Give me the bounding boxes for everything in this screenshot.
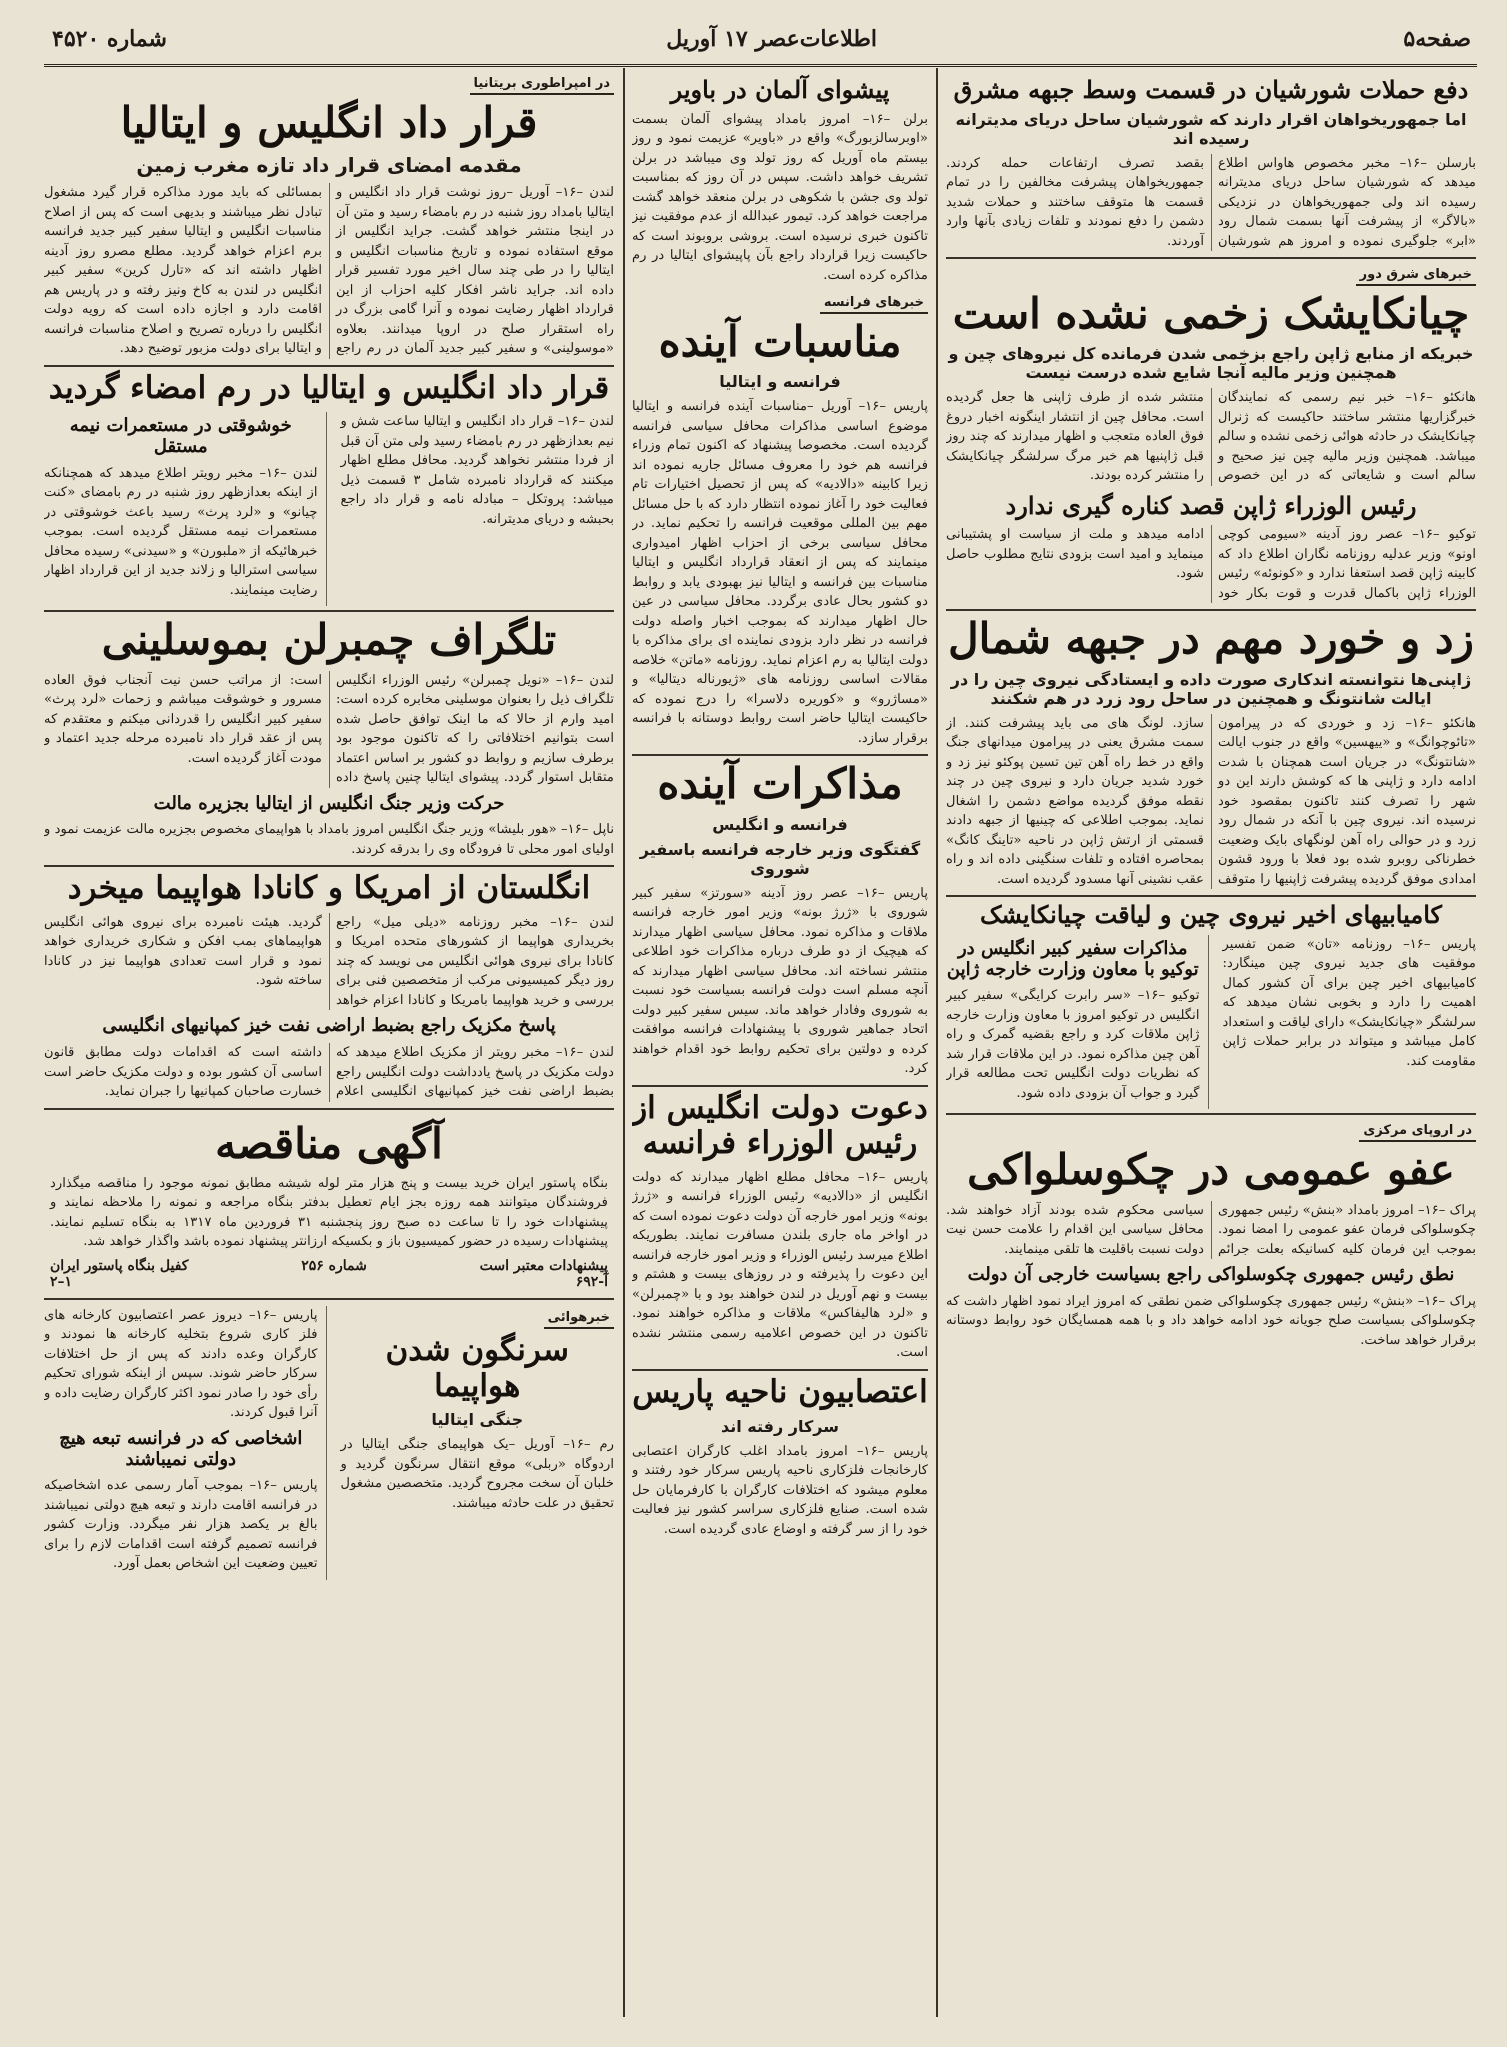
headline: زد و خورد مهم در جبهه شمال bbox=[948, 614, 1474, 664]
article bbox=[946, 935, 1209, 1109]
article-body: پاریس –۱۶– امروز بامداد اغلب کارگران اعتصابی کارخانجات فلزکاری ناحیه پاریس سرکار خود رفتند و معلوم میشود که اختلافات کارگران با کارفرمایان حل شده است. صنایع فلزکاری سراسر کشور نیز فعالیت خود را از سر گرفته و اوضاع عادی گردیده است. bbox=[632, 1443, 928, 1537]
article bbox=[946, 492, 1476, 604]
article bbox=[946, 76, 1476, 251]
divider bbox=[946, 609, 1476, 611]
subheadline: اما جمهوریخواهان اقرار دارند که شورشیان ساحل دریای مدیترانه رسیده اند bbox=[955, 109, 1467, 148]
article-body: توکیو –۱۶– عصر روز آدینه «سیومی کوچی اونو» وزیر عدلیه روزنامه نگاران اطلاع داد که کابینه ژاپن قصد استعفا ندارد و «کونوئه» رئیس الوزراء ژاپن باکمال قدرت و قوت بکار خود ادامه میدهد و ملت از سیاست او پشتیبانی مینماید و امید است بزودی نتایج مطلوب حاصل شود. bbox=[946, 527, 1476, 601]
article-body: برلن –۱۶– امروز بامداد پیشوای آلمان بسمت «اوبرسالزبورگ» واقع در «باویر» عزیمت نمود و روز بیستم ماه آوریل که روز تولد وی میباشد در برلن تشریف خواهد داشت. سپس در آن روز که بمناسبت تولد وی جشن با شکوهی در برلن منعقد خواهد گشت مراجعت خواهد کرد. تیمور عبدالله از عدم موفقیت نیز تاکنون خبری نرسیده است. بروشی بروبوند است که حاکیست زیرا قرارداد راجع بآن پاپیشوای ایتالیا در رم مذاکره کرده است. bbox=[632, 111, 928, 283]
article bbox=[632, 76, 928, 285]
subheadline: مقدمه امضای قرار داد تازه مغرب زمین bbox=[136, 153, 522, 178]
article-body: لندن –۱۶– مخبر روزنامه «دیلی میل» راجع بخریداری هواپیما از کشورهای متحده امریکا و کانادا برای نیروی هوائی انگلیس می نویسد که چند روز دیگر کمیسیونی مرکب از متخصصین فنی برای بررسی و خرید هواپیما بامریکا و کانادا اعزام خواهد گردید. هیئت نامبرده برای نیروی هوائی انگلیس هواپیماهای بمب افکن و شکاری خریداری خواهد نمود و قرار است تعدادی هواپیما نیز در کانادا ساخته شود. bbox=[44, 914, 614, 1008]
ad-body: بنگاه پاستور ایران خرید بیست و پنج هزار متر لوله شیشه مطابق نمونه موجود را مناقصه میگذارد فروشندگان میتوانند همه روزه بجز ایام تعطیل بدفتر بنگاه مراجعه و نمونه را ملاحظه نمایند و پیشنهادات خود را تا ساعت ده صبح روز پنجشنبه ۳۱ فروردین ماه ۱۳۱۷ به بنگاه تسلیم نمایند. پیشنهادات رسیده در حضور کمیسیون باز و بکسیکه ارزانتر پیشنهاد نموده باشد واگذار خواهد شد. bbox=[50, 1175, 608, 1250]
article-body: هانکئو –۱۶– خبر نیم رسمی که نمایندگان خبرگزاریها منتشر ساختند حاکیست که ژنرال چیانکایشک در حادثه هوائی زخمی نشده و سالم میباشد. همچنین وزیر مالیه چین نیز صحیح و سالم است و شایعاتی که در این خصوص منتشر شده از طرف ژاپنی ها جعل گردیده است. محافل چین از انتشار اینگونه اخبار دروغ فوق العاده متعجب و اظهار میدارند که چند روز قبل ژاپنیها هم خبر مرگ سرلشگر چیانکایشک را منتشر کرده بودند. bbox=[946, 390, 1476, 484]
section-label: خبرهوائی bbox=[544, 1310, 614, 1329]
headline: عفو عمومی در چکوسلواکی bbox=[967, 1145, 1455, 1195]
article-body: پاریس –۱۶– آوریل –مناسبات آینده فرانسه و ایتالیا موضوع اساسی مذاکرات محافل سیاسی فرانسه گردیده است. مخصوصا پیشنهاد که اکنون تمام وزراء فرانسه هم خود را معروف مسائل جاریه نموده اند زیرا کابینه «دالادیه» که پس از تحصیل اختیارات تام فعالیت خود را آغاز نموده انتظار دارد که با حل مسائل مهم بین المللی موقعیت فرانسه را تحکیم نماید. در محافل سیاسی برخی از احزاب اظهار امیدواری مینمایند که پس از انعقاد قرارداد انگلیس و ایتالیا مناسبات بین فرانسه و ایتالیا نیز بهبودی یابد و روابط دو کشور بحال عادی برگردد. محافل سیاسی در عین حال اظهار میدارند که بموجب اخبار واصله دولت فرانسه در نظر دارد بزودی نماینده ای برای مذاکره با دولت ایتالیا به رم اعزام نماید. روزنامه «ماتن» خلاصه مقالات اساسی روزنامه های «ژیورناله دیتالیا» و «مساژرو» و «کوریره دلاسرا» را درج نموده که حاکیست ایتالیا حاضر است روابط دوستانه با فرانسه برقرار سازد. bbox=[632, 399, 928, 746]
headline: چیانکایشک زخمی نشده است bbox=[952, 289, 1470, 339]
ad-number: شماره ۲۵۶ bbox=[301, 1257, 367, 1274]
headline: مذاکرات سفیر کبیر انگلیس در توکیو با معاون وزارت خارجه ژاپن bbox=[946, 937, 1199, 980]
ad-signature: کفیل بنگاه پاستور ایران bbox=[50, 1257, 189, 1274]
article-body: پاریس –۱۶– روزنامه «تان» ضمن تفسیر موفقیت های جدید نیروی چین مینگارد: کامیابیهای اخیر چین برای آن کشور کمال اهمیت را دارد و بخوبی نشان میدهد که سرلشگر «چیانکایشک» دارای لیاقت و استعداد کامل میباشد و میتواند در برابر حملات ژاپن مقاومت کند. bbox=[1222, 936, 1476, 1069]
headline: کامیابیهای اخیر نیروی چین و لیاقت چیانکایشک bbox=[980, 900, 1442, 930]
divider bbox=[44, 365, 614, 367]
article bbox=[946, 1119, 1476, 1350]
section-label: خبرهای شرق دور bbox=[1356, 267, 1476, 286]
article bbox=[44, 871, 614, 1010]
divider bbox=[44, 610, 614, 612]
headline: قرار داد انگلیس و ایتالیا bbox=[120, 98, 538, 147]
article bbox=[632, 291, 928, 748]
article-body: لندن –۱۶– آوریل –روز نوشت قرار داد انگلیس و ایتالیا بامداد روز شنبه در رم بامضاء رسید و متن آن در اینجا منتشر خواهد گشت. جراید انگلیس از موقع استفاده نموده و تاریخ مناسبات انگلیس و ایتالیا را در طی چند سال اخیر مورد تفسیر قرار داده اند. جراید ناشر افکار کلیه احزاب از این قرارداد اظهار رضایت نموده و آنرا گامی بزرگ در راه استقرار صلح در اروپا میدانند. بعلاوه «موسولینی» و سفیر کبیر جدید آلمان در رم راجع بمسائلی که باید مورد مذاکره قرار گیرد مشغول تبادل نظر میباشند و بدیهی است که پس از اصلاح مناسبات انگلیس و ایتالیا سفیر کبیر جدید فرانسه برم اعزام خواهد گردید. مطلع مصرو روز آدینه اظهار داشته اند که «تارل کرین» سفیر کبیر انگلیس در لندن به کاخ ونیز رفته و در پاریس هم اقامت دارد و اجازه داده است که رویه دولت انگلیس را درباره تصریح و اصلاح مناسبات فرانسه و ایتالیا برای دولت مزبور توضیح دهد. bbox=[44, 185, 614, 357]
subheadline: فرانسه و ایتالیا bbox=[719, 372, 841, 392]
headline: نطق رئیس جمهوری چکوسلواکی راجع بسیاست خارجی آن دولت bbox=[967, 1264, 1455, 1286]
column-divider bbox=[623, 68, 625, 2017]
headline: دفع حملات شورشیان در قسمت وسط جبهه مشرق bbox=[953, 75, 1469, 104]
subheadline: سرکار رفته اند bbox=[720, 1416, 839, 1436]
divider bbox=[632, 1085, 928, 1087]
headline: تلگراف چمبرلن بموسلینی bbox=[101, 615, 557, 665]
article-body: بارسلن –۱۶– مخبر مخصوص هاواس اطلاع میدهد که شورشیان ساحل دریای مدیترانه رسیده اند ولی جمهوریخواهان در نزدیکی «بالاگر» از پیشرفت آنها بسمت شمال رود «ابر» جلوگیری نموده و امروز هم شورشیان بقصد تصرف ارتفاعات حمله کردند. جمهوریخواهان پیشرفت مخالفین را در تمام قسمت ها متوقف ساختند و حملات شدید دشمن را دفع نمودند و تلفات زیادی بآنها وارد آوردند. bbox=[946, 155, 1476, 249]
ad-footer bbox=[50, 1258, 608, 1274]
divider bbox=[946, 895, 1476, 897]
article-body: ناپل –۱۶– «هور بلیشا» وزیر جنگ انگلیس امروز بامداد با هواپیمای مخصوص بجزیره مالت عزیمت نمود و اولیای امور محلی تا فرودگاه وی را بدرقه کردند. bbox=[44, 822, 614, 857]
masthead bbox=[44, 18, 1477, 67]
ad-code: آ-۶۹۲ bbox=[575, 1273, 608, 1290]
section-label: خبرهای فرانسه bbox=[820, 295, 928, 314]
headline: مذاکرات آینده bbox=[657, 759, 903, 809]
ad-title: آگهی مناقصه bbox=[215, 1118, 443, 1168]
article-body: لندن –۱۶– مخبر رویتر اطلاع میدهد که همچنانکه از اینکه بعدازظهر روز شنبه در رم بامضای «کنت چیانو» و «لرد پرث» رسید باعث خوشوقتی در مستعمرات نیمه مستقل گردیده است. بموجب خبرهائیکه از «ملبورن» و «سیدنی» رسیده محافل سیاسی استرالیا و زلاند جدید از این قرارداد اظهار رضایت مینمایند. bbox=[44, 465, 318, 598]
article-body: لندن –۱۶– مخبر رویتر از مکزیک اطلاع میدهد که دولت مکزیک در پاسخ یادداشت دولت انگلیس راجع بضبط اراضی نفت خیز کمپانیهای انگلیسی اعلام داشته است که اقدامات دولت مطابق قانون اساسی آن کشور بوده و دولت مکزیک حاضر است خسارت صاحبان کمپانیها را جبران نماید. bbox=[44, 1045, 614, 1100]
headline: حرکت وزیر جنگ انگلیس از ایتالیا بجزیره مالت bbox=[153, 792, 505, 814]
section-label: در امپراطوری بریتانیا bbox=[470, 76, 614, 95]
article bbox=[946, 901, 1476, 1109]
headline: دعوت دولت انگلیس از رئیس الوزراء فرانسه bbox=[632, 1089, 928, 1162]
article-body: پراک –۱۶– «بنش» رئیس جمهوری چکوسلواکی ضمن نطقی که امروز ایراد نمود اظهار داشت که چکوسلواکی بسیاست صلح جویانه خود ادامه خواهد داد و با همه همسایگان خود روابط دوستانه برقرار خواهد ساخت. bbox=[946, 1293, 1476, 1348]
divider bbox=[44, 865, 614, 867]
newspaper-title: اطلاعات‌عصر ۱۷ آوریل bbox=[666, 26, 877, 52]
divider bbox=[632, 754, 928, 756]
subheadline: جنگی ایتالیا bbox=[431, 1410, 524, 1430]
divider bbox=[632, 1369, 928, 1371]
article bbox=[632, 1091, 928, 1363]
article-body: لندن –۱۶– «نویل چمبرلن» رئیس الوزراء انگلیس تلگراف ذیل را بعنوان موسلینی مخابره کرده است: امید وارم از حالا که ما اینک توافق حاصل شده است بتوانیم اختلافاتی را که تاکنون موجود بود برطرف سازیم و روابط دو کشور بر اساس اعتماد متقابل استوار گردد. پیشوای ایتالیا چنین پاسخ داده است: از مراتب حسن نیت آنجناب فوق العاده مسرور و خوشوقت میباشم و زحمات «لرد پرث» سفیر کبیر انگلیس را قدردانی میکنم و معتقدم که پس از عقد قرار داد نامبرده مرحله جدید اعتماد و مودت آغاز گردیده است. bbox=[44, 672, 614, 786]
article-body: لندن –۱۶– قرار داد انگلیس و ایتالیا ساعت شش و نیم بعدازظهر در رم بامضاء رسید ولی متن آن قبل از فردا منتشر نخواهد گردید. محافل مطلع اظهار میکنند که قرارداد نامبرده شامل ۳ قسمت ذیل میباشد: پروتکل – مبادله نامه و قرار داد راجع بحبشه و دریای مدیترانه. bbox=[340, 414, 614, 527]
page-number: صفحه۵ bbox=[1403, 26, 1471, 52]
article-body: توکیو –۱۶– «سر رابرت کرایگی» سفیر کبیر انگلیس در توکیو امروز با معاون وزارت خارجه ژاپن ملاقات کرد و راجع بقضیه گمرک و راه آهن چین مذاکره نمود. در این ملاقات قرار شد که نظریات دولت انگلیس تحت مطالعه قرار گیرد و جواب آن بزودی داده شود. bbox=[946, 988, 1200, 1101]
subheadline: فرانسه و انگلیس bbox=[712, 814, 848, 834]
headline: انگلستان از امریکا و کانادا هواپیما میخرد bbox=[67, 870, 591, 907]
article-body: پراک –۱۶– امروز بامداد «بنش» رئیس جمهوری چکوسلواکی فرمان عفو عمومی را امضا نمود. بموجب این فرمان کلیه کسانیکه بعلت جرائم سیاسی محکوم شده بودند آزاد خواهند شد. محافل سیاسی این اقدام را علامت حسن نیت دولت نسبت باقلیت ها تلقی مینمایند. bbox=[946, 1202, 1476, 1257]
subheadline: ژاپنی‌ها نتوانسته اندکاری صورت داده و ایستادگی نیروی چین را در ایالت شانتونگ و همچنین در ساحل رود زرد در هم شکنند bbox=[950, 669, 1472, 708]
section-label: در اروپای مرکزی bbox=[1359, 1123, 1476, 1142]
subheadline: خبریکه از منابع ژاپن راجع بزخمی شدن فرمانده کل نیروهای چین و همچنین وزیر مالیه آنجا شایع شده درست نیست bbox=[948, 344, 1474, 383]
article-body: پاریس –۱۶– بموجب آمار رسمی عده اشخاصیکه در فرانسه اقامت دارند و تبعه هیچ دولتی نمیباشند بالغ بر یکصد هزار نفر میگردد. وزارت کشور فرانسه تصمیم گرفته است اقدامات لازم را برای تعیین وضعیت این اشخاص بعمل آورد. bbox=[44, 1478, 318, 1572]
column-right bbox=[946, 72, 1476, 2017]
column-left bbox=[44, 72, 614, 2017]
headline: سرنگون شدن هواپیما bbox=[385, 1331, 569, 1404]
article bbox=[44, 616, 614, 787]
ad-footer bbox=[50, 1274, 608, 1290]
article bbox=[632, 1375, 928, 1539]
subheadline: گفتگوی وزیر خارجه فرانسه باسفیر شوروی bbox=[639, 839, 921, 878]
article-body: پاریس –۱۶– محافل مطلع اظهار میدارند که دولت انگلیس از «دالادیه» رئیس الوزراء فرانسه و «ژرژ بونه» وزیر امور خارجه آن دولت دعوت نموده است که در اواخر ماه جاری بلندن مسافرت نمایند. بطوریکه اطلاع میرسد رئیس الوزراء و وزیر امور خارجه فرانسه این دعوت را پذیرفته و در روزهای بیست و هشتم و بیست و نهم آوریل در لندن خواهند بود و با «چمبرلن» و «لرد هالیفاکس» ملاقات و مذاکره خواهند نمود. تاکنون در این خصوص اعلامیه رسمی منتشر نشده است. bbox=[632, 1169, 928, 1361]
article bbox=[44, 72, 614, 359]
article bbox=[44, 412, 327, 606]
divider bbox=[946, 257, 1476, 259]
article bbox=[946, 615, 1476, 889]
article-body: رم –۱۶– آوریل –یک هواپیمای جنگی ایتالیا در اردوگاه «ربلی» موقع انتقال سرنگون گردید و خلبان آن سخت مجروح گردید. متخصصین مشغول تحقیق در علت حادثه میباشند. bbox=[340, 1437, 614, 1511]
headline: رئیس الوزراء ژاپن قصد کناره گیری ندارد bbox=[1005, 490, 1417, 520]
column-middle bbox=[632, 72, 928, 2017]
ad-ref: پیشنهادات معتبر است bbox=[479, 1257, 608, 1274]
article bbox=[44, 794, 614, 860]
article bbox=[44, 371, 614, 607]
article-body: پاریس –۱۶– عصر روز آدینه «سورتز» سفیر کبیر شوروی با «ژرژ بونه» وزیر امور خارجه فرانسه ملاقات و مذاکره نمود. محافل سیاسی اظهار میدارند که هیچیک از دو طرف درباره مذاکرات خود اطلاعی منتشر نساخته اند. محافل سیاسی اظهار میدارند که آنچه مسلم است دولت فرانسه بسیاست خود نسبت به شوروی وفادار خواهد ماند. سیس سفیر کبیر دولت اتحاد جماهیر شوروی با پیشنهادات فرانسه موافقت کرده و دولتین برای تحکیم روابط خود اقدام خواهند کرد. bbox=[632, 885, 928, 1077]
tender-advertisement bbox=[44, 1108, 614, 1300]
headline: اشخاصی که در فرانسه تبعه هیچ دولتی نمیباشند bbox=[59, 1427, 303, 1470]
article bbox=[946, 263, 1476, 486]
article-body: پاریس –۱۶– دیروز عصر اعتصابیون کارخانه های فلز کاری شروع بتخلیه کارخانه ها نمودند و کارگران وعده دادند که پس از حل اختلافات سرکار حاضر شوند. سپس از اینکه شورای تحکیم رأی خود را صادر نمود اکثر کارگران رضایت داده و آنرا قبول کردند. bbox=[44, 1307, 318, 1421]
headline: پاسخ مکزیک راجع بضبط اراضی نفت خیز کمپانیهای انگلیسی bbox=[102, 1015, 556, 1037]
divider bbox=[946, 1113, 1476, 1115]
article bbox=[44, 1306, 327, 1580]
headline: مناسبات آینده bbox=[658, 317, 902, 367]
headline: اعتصابیون ناحیه پاریس bbox=[632, 1373, 928, 1410]
article bbox=[341, 1306, 615, 1580]
article bbox=[44, 1016, 614, 1101]
issue-number: شماره ۴۵۲۰ bbox=[52, 26, 167, 52]
column-divider bbox=[936, 68, 938, 2017]
ad-page-ref: ۱–۲ bbox=[50, 1273, 73, 1290]
headline: قرار داد انگلیس و ایتالیا در رم امضاء گردید bbox=[48, 369, 610, 406]
headline: پیشوای آلمان در باویر bbox=[670, 75, 890, 104]
headline: خوشوقتی در مستعمرات نیمه مستقل bbox=[69, 415, 292, 458]
article bbox=[632, 760, 928, 1078]
article-body: هانکئو –۱۶– زد و خوردی که در پیرامون «تائوچوانگ» و «ییهسین» واقع در جنوب ایالت «شانتونگ» در جریان است همچنان با شدت ادامه دارد و ژاپنی ها که کوشش دارند این دو شهر را تصرف کنند تاکنون بمقصود خود نرسیده اند. نیروی چین با آنکه در شمال رود زرد و در حوالی راه آهن لونگهای بایک وضعیت خطرناکی روبرو شده بود فعلا با ورود قشون امدادی موفق گردیده پیشرفت ژاپنیها را متوقف سازد. لونگ های می باید پیشرفت کنند. از سمت مشرق یعنی در پیرامون میدانهای جنگ واقع در خط راه آهن تین تسین پوکئو نیز زد و خورد شدید جریان دارد و نیروی چین در چند نقطه موفق گردیده مواضع دشمن را اشغال نماید. بموجب اطلاعی که چینیها از جبهه دادند قسمتی از ارتش ژاپن در ناحیه «تاینگ کانگ» بمحاصره افتاده و تلفات سنگینی داده اند و راه عقب نشینی آنها مسدود گردیده است. bbox=[946, 715, 1476, 887]
